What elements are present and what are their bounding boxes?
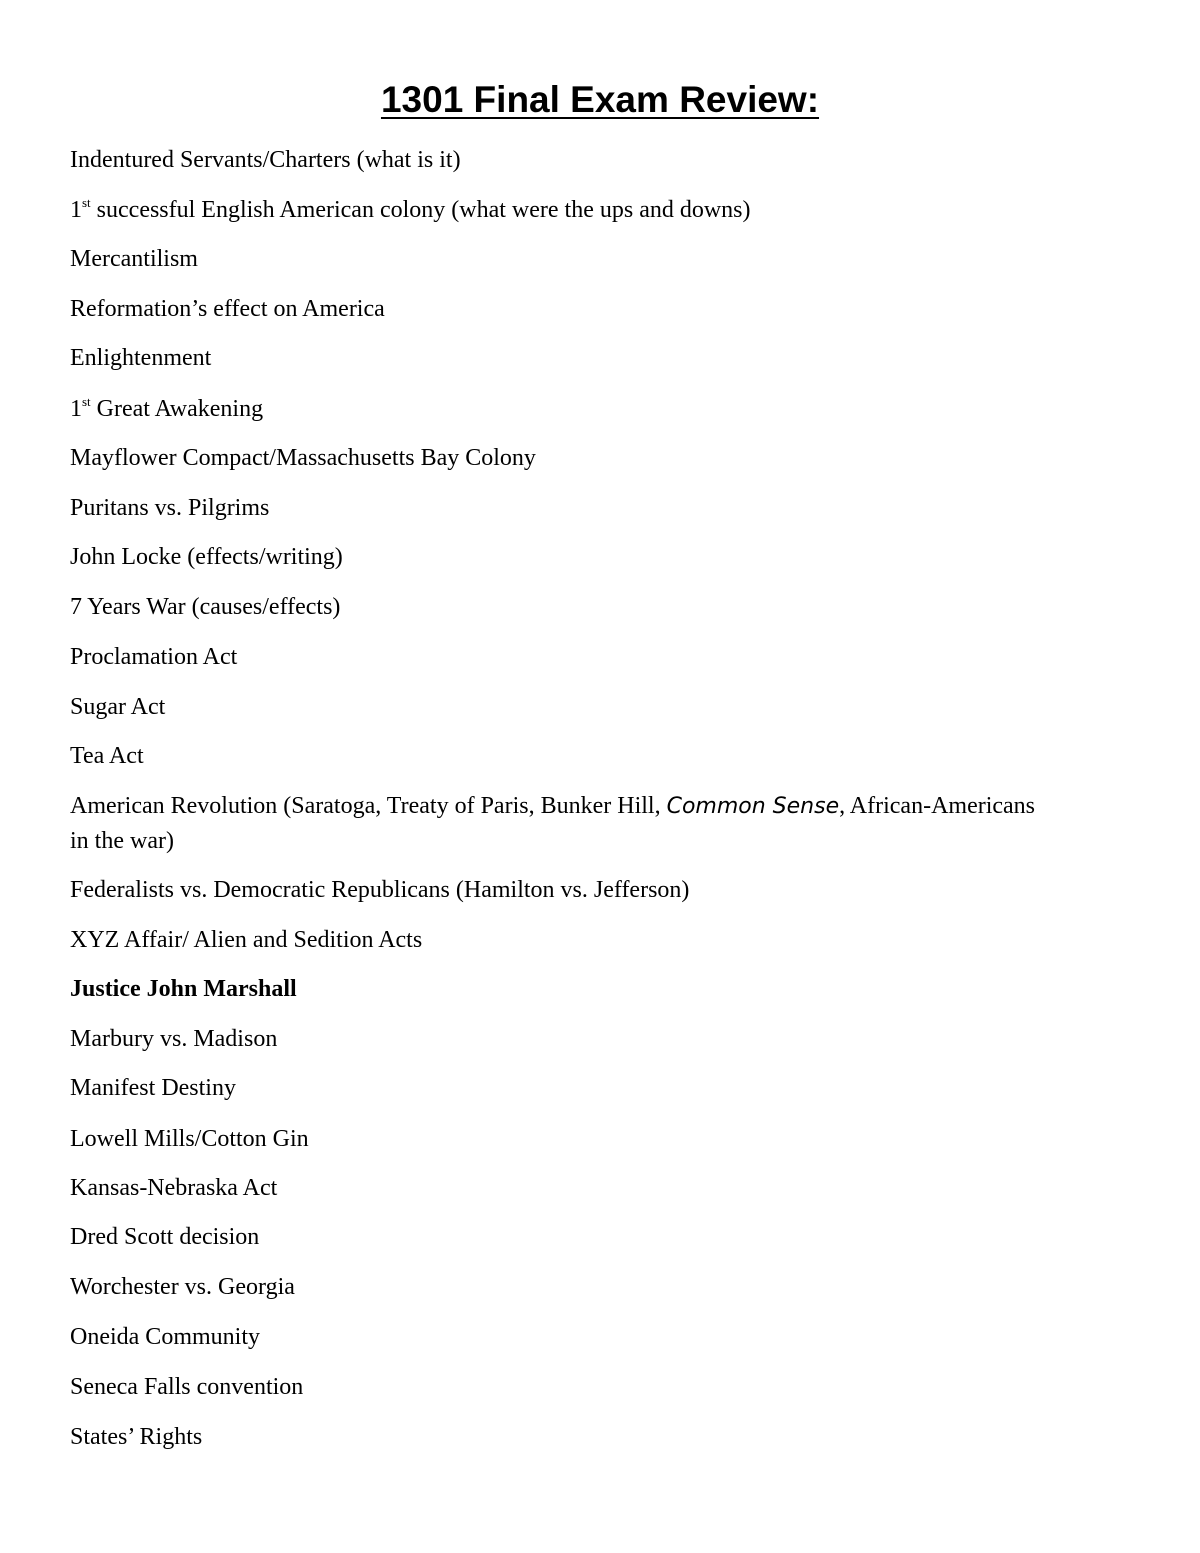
list-item: Indentured Servants/Charters (what is it) <box>70 147 461 173</box>
list-item: John Locke (effects/writing) <box>70 544 343 570</box>
italic-title: Common Sense <box>666 794 840 819</box>
page-title <box>0 76 1200 124</box>
superscript: st <box>82 394 91 409</box>
list-item: 1st Great Awakening <box>70 394 264 422</box>
list-item: Seneca Falls convention <box>70 1374 304 1400</box>
list-item: Mercantilism <box>70 246 198 272</box>
list-item: Puritans vs. Pilgrims <box>70 495 270 521</box>
superscript: st <box>82 195 91 210</box>
list-item: Oneida Community <box>70 1324 260 1350</box>
list-item: Manifest Destiny <box>70 1075 236 1101</box>
list-item: XYZ Affair/ Alien and Sedition Acts <box>70 927 423 953</box>
list-item: Federalists vs. Democratic Republicans (Hamilton vs. Jefferson) <box>70 877 690 903</box>
list-item: Enlightenment <box>70 345 212 371</box>
page-title-text: 1301 Final Exam Review: <box>380 79 820 120</box>
list-item: Justice John Marshall <box>70 976 297 1002</box>
list-item: Mayflower Compact/Massachusetts Bay Colony <box>70 445 536 471</box>
list-item: Lowell Mills/Cotton Gin <box>70 1126 309 1152</box>
list-item: Sugar Act <box>70 694 166 720</box>
list-item: Reformation’s effect on America <box>70 296 385 322</box>
list-item: Proclamation Act <box>70 644 238 670</box>
list-item: Kansas-Nebraska Act <box>70 1175 278 1201</box>
list-item: 1st successful English American colony (what were the ups and downs) <box>70 195 751 223</box>
list-item: Tea Act <box>70 743 144 769</box>
list-item: Dred Scott decision <box>70 1224 260 1250</box>
list-item: American Revolution (Saratoga, Treaty of Paris, Bunker Hill, Common Sense, African-Americans in the war) <box>70 793 1036 854</box>
list-item: States’ Rights <box>70 1424 203 1450</box>
list-item: Worchester vs. Georgia <box>70 1274 295 1300</box>
list-item: Marbury vs. Madison <box>70 1026 278 1052</box>
list-item: 7 Years War (causes/effects) <box>70 594 341 620</box>
